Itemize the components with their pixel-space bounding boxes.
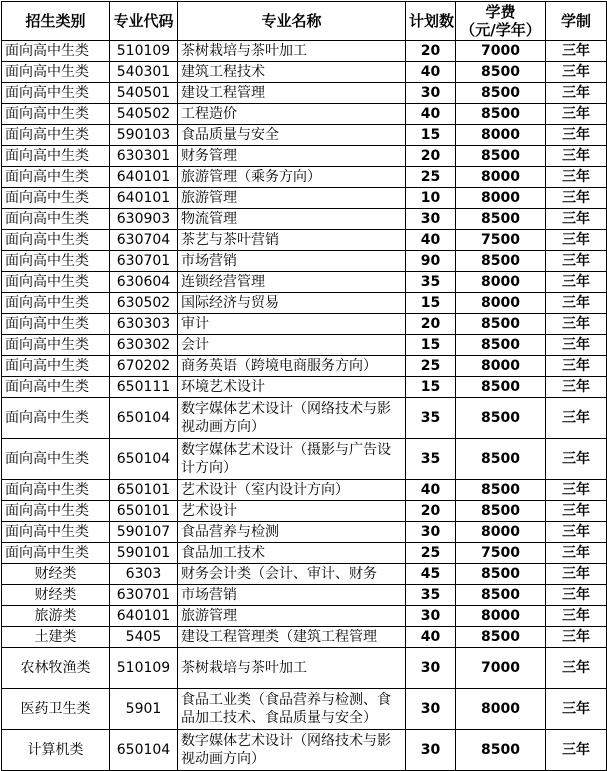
fee-cell: 8000 — [456, 522, 546, 543]
name-cell: 建设工程管理 — [178, 83, 406, 104]
table-row — [2, 627, 607, 648]
name-cell: 茶树栽培与茶叶加工 — [178, 41, 406, 62]
code-cell: 5901 — [110, 689, 178, 730]
code-cell: 650104 — [110, 730, 178, 771]
name-cell: 会计 — [178, 335, 406, 356]
category-cell: 面向高中生类 — [2, 146, 110, 167]
category-cell: 面向高中生类 — [2, 62, 110, 83]
duration-cell: 三年 — [546, 627, 607, 648]
name-cell: 数字媒体艺术设计（网络技术与影视动画方向） — [178, 398, 406, 439]
plan-cell: 20 — [406, 501, 456, 522]
category-cell: 面向高中生类 — [2, 314, 110, 335]
table-row — [2, 104, 607, 125]
category-cell: 面向高中生类 — [2, 209, 110, 230]
code-cell: 640101 — [110, 188, 178, 209]
table-row — [2, 188, 607, 209]
enrollment-table — [1, 1, 607, 771]
plan-cell: 35 — [406, 398, 456, 439]
duration-cell: 三年 — [546, 83, 607, 104]
duration-cell: 三年 — [546, 522, 607, 543]
code-cell: 640101 — [110, 167, 178, 188]
plan-cell: 30 — [406, 606, 456, 627]
code-cell: 630303 — [110, 314, 178, 335]
fee-cell: 8000 — [456, 293, 546, 314]
header-name: 专业名称 — [178, 2, 406, 41]
table-row — [2, 377, 607, 398]
fee-cell: 8000 — [456, 606, 546, 627]
duration-cell: 三年 — [546, 356, 607, 377]
table-row — [2, 62, 607, 83]
fee-cell: 7000 — [456, 648, 546, 689]
duration-cell: 三年 — [546, 62, 607, 83]
name-cell: 食品工业类（食品营养与检测、食品加工技术、食品质量与安全） — [178, 689, 406, 730]
code-cell: 630903 — [110, 209, 178, 230]
plan-cell: 40 — [406, 62, 456, 83]
category-cell: 面向高中生类 — [2, 501, 110, 522]
name-cell: 财务管理 — [178, 146, 406, 167]
duration-cell: 三年 — [546, 564, 607, 585]
table-row — [2, 314, 607, 335]
table-row — [2, 585, 607, 606]
category-cell: 面向高中生类 — [2, 188, 110, 209]
table-row — [2, 167, 607, 188]
table-row — [2, 522, 607, 543]
fee-cell: 8500 — [456, 83, 546, 104]
table-row — [2, 230, 607, 251]
code-cell: 630604 — [110, 272, 178, 293]
name-cell: 旅游管理（乘务方向） — [178, 167, 406, 188]
fee-cell: 8500 — [456, 627, 546, 648]
category-cell: 面向高中生类 — [2, 293, 110, 314]
fee-cell: 8000 — [456, 356, 546, 377]
header-row — [2, 2, 607, 41]
duration-cell: 三年 — [546, 606, 607, 627]
name-cell: 市场营销 — [178, 585, 406, 606]
duration-cell: 三年 — [546, 104, 607, 125]
table-row — [2, 293, 607, 314]
duration-cell: 三年 — [546, 377, 607, 398]
plan-cell: 30 — [406, 730, 456, 771]
code-cell: 650101 — [110, 501, 178, 522]
category-cell: 计算机类 — [2, 730, 110, 771]
table-row — [2, 335, 607, 356]
plan-cell: 10 — [406, 188, 456, 209]
code-cell: 650111 — [110, 377, 178, 398]
category-cell: 面向高中生类 — [2, 272, 110, 293]
fee-cell: 8500 — [456, 377, 546, 398]
duration-cell: 三年 — [546, 314, 607, 335]
plan-cell: 30 — [406, 209, 456, 230]
code-cell: 670202 — [110, 356, 178, 377]
category-cell: 面向高中生类 — [2, 439, 110, 480]
category-cell: 土建类 — [2, 627, 110, 648]
code-cell: 540301 — [110, 62, 178, 83]
table-row — [2, 648, 607, 689]
duration-cell: 三年 — [546, 230, 607, 251]
plan-cell: 35 — [406, 439, 456, 480]
duration-cell: 三年 — [546, 188, 607, 209]
duration-cell: 三年 — [546, 501, 607, 522]
name-cell: 数字媒体艺术设计（摄影与广告设计方向） — [178, 439, 406, 480]
plan-cell: 30 — [406, 648, 456, 689]
fee-cell: 8000 — [456, 689, 546, 730]
code-cell: 640101 — [110, 606, 178, 627]
table-row — [2, 41, 607, 62]
fee-cell: 8500 — [456, 335, 546, 356]
header-fee-line2: （元/学年） — [460, 21, 541, 39]
name-cell: 食品营养与检测 — [178, 522, 406, 543]
category-cell: 面向高中生类 — [2, 230, 110, 251]
name-cell: 连锁经营管理 — [178, 272, 406, 293]
duration-cell: 三年 — [546, 41, 607, 62]
table-row — [2, 146, 607, 167]
category-cell: 面向高中生类 — [2, 251, 110, 272]
code-cell: 630701 — [110, 251, 178, 272]
plan-cell: 40 — [406, 480, 456, 501]
header-fee — [456, 2, 546, 41]
duration-cell: 三年 — [546, 585, 607, 606]
code-cell: 5405 — [110, 627, 178, 648]
fee-cell: 8500 — [456, 104, 546, 125]
fee-cell: 8500 — [456, 209, 546, 230]
fee-cell: 7500 — [456, 230, 546, 251]
code-cell: 590103 — [110, 125, 178, 146]
name-cell: 物流管理 — [178, 209, 406, 230]
category-cell: 财经类 — [2, 585, 110, 606]
code-cell: 6303 — [110, 564, 178, 585]
table-row — [2, 251, 607, 272]
name-cell: 商务英语（跨境电商服务方向） — [178, 356, 406, 377]
name-cell: 茶树栽培与茶叶加工 — [178, 648, 406, 689]
table-row — [2, 689, 607, 730]
plan-cell: 90 — [406, 251, 456, 272]
fee-cell: 8500 — [456, 62, 546, 83]
fee-cell: 8000 — [456, 125, 546, 146]
category-cell: 面向高中生类 — [2, 543, 110, 564]
plan-cell: 40 — [406, 230, 456, 251]
category-cell: 面向高中生类 — [2, 83, 110, 104]
category-cell: 面向高中生类 — [2, 104, 110, 125]
fee-cell: 8500 — [456, 439, 546, 480]
fee-cell: 7500 — [456, 543, 546, 564]
duration-cell: 三年 — [546, 648, 607, 689]
code-cell: 630301 — [110, 146, 178, 167]
duration-cell: 三年 — [546, 293, 607, 314]
table-row — [2, 83, 607, 104]
fee-cell: 8500 — [456, 314, 546, 335]
code-cell: 540502 — [110, 104, 178, 125]
plan-cell: 35 — [406, 585, 456, 606]
category-cell: 面向高中生类 — [2, 167, 110, 188]
fee-cell: 8500 — [456, 251, 546, 272]
category-cell: 面向高中生类 — [2, 398, 110, 439]
table-row — [2, 439, 607, 480]
plan-cell: 25 — [406, 167, 456, 188]
header-fee-line1: 学费 — [485, 3, 516, 21]
code-cell: 590107 — [110, 522, 178, 543]
table-row — [2, 125, 607, 146]
name-cell: 环境艺术设计 — [178, 377, 406, 398]
code-cell: 650101 — [110, 480, 178, 501]
name-cell: 茶艺与茶叶营销 — [178, 230, 406, 251]
category-cell: 农林牧渔类 — [2, 648, 110, 689]
code-cell: 510109 — [110, 41, 178, 62]
plan-cell: 30 — [406, 83, 456, 104]
duration-cell: 三年 — [546, 398, 607, 439]
header-duration: 学制 — [546, 2, 607, 41]
table-row — [2, 543, 607, 564]
table-row — [2, 564, 607, 585]
plan-cell: 20 — [406, 41, 456, 62]
category-cell: 面向高中生类 — [2, 125, 110, 146]
code-cell: 630502 — [110, 293, 178, 314]
table-row — [2, 730, 607, 771]
fee-cell: 8000 — [456, 272, 546, 293]
fee-cell: 7000 — [456, 41, 546, 62]
fee-cell: 8500 — [456, 501, 546, 522]
duration-cell: 三年 — [546, 167, 607, 188]
name-cell: 审计 — [178, 314, 406, 335]
name-cell: 艺术设计（室内设计方向） — [178, 480, 406, 501]
plan-cell: 25 — [406, 356, 456, 377]
table-row — [2, 272, 607, 293]
plan-cell: 45 — [406, 564, 456, 585]
duration-cell: 三年 — [546, 209, 607, 230]
name-cell: 工程造价 — [178, 104, 406, 125]
fee-cell: 8500 — [456, 564, 546, 585]
duration-cell: 三年 — [546, 689, 607, 730]
header-code: 专业代码 — [110, 2, 178, 41]
plan-cell: 20 — [406, 314, 456, 335]
plan-cell: 15 — [406, 377, 456, 398]
fee-cell: 8500 — [456, 585, 546, 606]
name-cell: 食品加工技术 — [178, 543, 406, 564]
fee-cell: 8500 — [456, 398, 546, 439]
plan-cell: 15 — [406, 293, 456, 314]
plan-cell: 15 — [406, 335, 456, 356]
plan-cell: 25 — [406, 543, 456, 564]
code-cell: 540501 — [110, 83, 178, 104]
table-row — [2, 480, 607, 501]
name-cell: 旅游管理 — [178, 188, 406, 209]
duration-cell: 三年 — [546, 272, 607, 293]
category-cell: 面向高中生类 — [2, 41, 110, 62]
duration-cell: 三年 — [546, 480, 607, 501]
table-row — [2, 398, 607, 439]
name-cell: 市场营销 — [178, 251, 406, 272]
plan-cell: 40 — [406, 104, 456, 125]
plan-cell: 35 — [406, 272, 456, 293]
category-cell: 面向高中生类 — [2, 335, 110, 356]
code-cell: 590101 — [110, 543, 178, 564]
plan-cell: 40 — [406, 627, 456, 648]
code-cell: 650104 — [110, 439, 178, 480]
plan-cell: 20 — [406, 146, 456, 167]
name-cell: 数字媒体艺术设计（网络技术与影视动画方向） — [178, 730, 406, 771]
code-cell: 630701 — [110, 585, 178, 606]
duration-cell: 三年 — [546, 439, 607, 480]
name-cell: 建设工程管理类（建筑工程管理 — [178, 627, 406, 648]
name-cell: 财务会计类（会计、审计、财务 — [178, 564, 406, 585]
fee-cell: 8500 — [456, 146, 546, 167]
code-cell: 630704 — [110, 230, 178, 251]
name-cell: 旅游管理 — [178, 606, 406, 627]
header-category: 招生类别 — [2, 2, 110, 41]
category-cell: 医药卫生类 — [2, 689, 110, 730]
table-row — [2, 356, 607, 377]
category-cell: 面向高中生类 — [2, 377, 110, 398]
table-row — [2, 501, 607, 522]
plan-cell: 15 — [406, 125, 456, 146]
plan-cell: 30 — [406, 522, 456, 543]
name-cell: 艺术设计 — [178, 501, 406, 522]
category-cell: 面向高中生类 — [2, 522, 110, 543]
table-row — [2, 606, 607, 627]
fee-cell: 8500 — [456, 730, 546, 771]
duration-cell: 三年 — [546, 251, 607, 272]
category-cell: 面向高中生类 — [2, 480, 110, 501]
table-row — [2, 209, 607, 230]
fee-cell: 8000 — [456, 167, 546, 188]
duration-cell: 三年 — [546, 335, 607, 356]
category-cell: 财经类 — [2, 564, 110, 585]
code-cell: 630302 — [110, 335, 178, 356]
plan-cell: 30 — [406, 689, 456, 730]
name-cell: 国际经济与贸易 — [178, 293, 406, 314]
duration-cell: 三年 — [546, 543, 607, 564]
category-cell: 面向高中生类 — [2, 356, 110, 377]
fee-cell: 8000 — [456, 188, 546, 209]
code-cell: 510109 — [110, 648, 178, 689]
name-cell: 食品质量与安全 — [178, 125, 406, 146]
duration-cell: 三年 — [546, 125, 607, 146]
header-plan: 计划数 — [406, 2, 456, 41]
duration-cell: 三年 — [546, 146, 607, 167]
duration-cell: 三年 — [546, 730, 607, 771]
fee-cell: 8500 — [456, 480, 546, 501]
name-cell: 建筑工程技术 — [178, 62, 406, 83]
category-cell: 旅游类 — [2, 606, 110, 627]
code-cell: 650104 — [110, 398, 178, 439]
